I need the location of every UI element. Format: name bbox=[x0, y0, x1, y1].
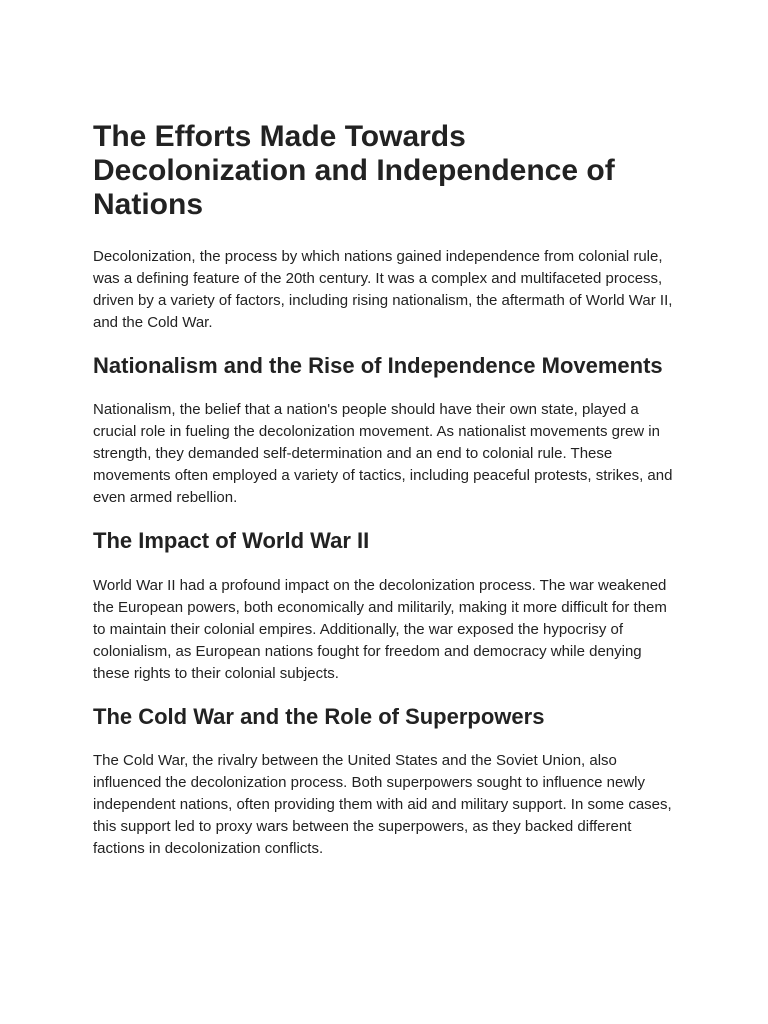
section-body-nationalism: Nationalism, the belief that a nation's people should have their own state, played a crucial role in fueling the decolonization movement. As nationalist movements grew in strength, they demanded self-determination and an end to colonial rule. These movements often employed a variety of tactics, including peaceful protests, strikes, and even armed rebellion. bbox=[93, 401, 673, 506]
section-body-cold-war: The Cold War, the rivalry between the United States and the Soviet Union, also influenced the decolonization process. Both superpowers sought to influence newly independent nations, often providing them with aid and military support. In some cases, this support led to proxy wars between the superpowers, as they backed different factions in decolonization conflicts. bbox=[93, 752, 672, 857]
section-heading-world-war-ii: The Impact of World War II bbox=[93, 528, 370, 553]
document-title: The Efforts Made Towards Decolonization and Independence of Nations bbox=[93, 120, 615, 221]
section-heading-nationalism: Nationalism and the Rise of Independence Movements bbox=[93, 353, 663, 378]
section-body-world-war-ii: World War II had a profound impact on the decolonization process. The war weakened the European powers, both economically and militarily, making it more difficult for them to maintain their colonial empires. Additionally, the war exposed the hypocrisy of colonialism, as European nations fought for freedom and democracy while denying these rights to their colonial subjects. bbox=[93, 577, 667, 682]
section-heading-cold-war: The Cold War and the Role of Superpowers bbox=[93, 704, 545, 729]
document-page bbox=[93, 120, 678, 860]
intro-paragraph: Decolonization, the process by which nations gained independence from colonial rule, was a defining feature of the 20th century. It was a complex and multifaceted process, driven by a variety of factors, including rising nationalism, the aftermath of World War II, and the Cold War. bbox=[93, 248, 673, 331]
